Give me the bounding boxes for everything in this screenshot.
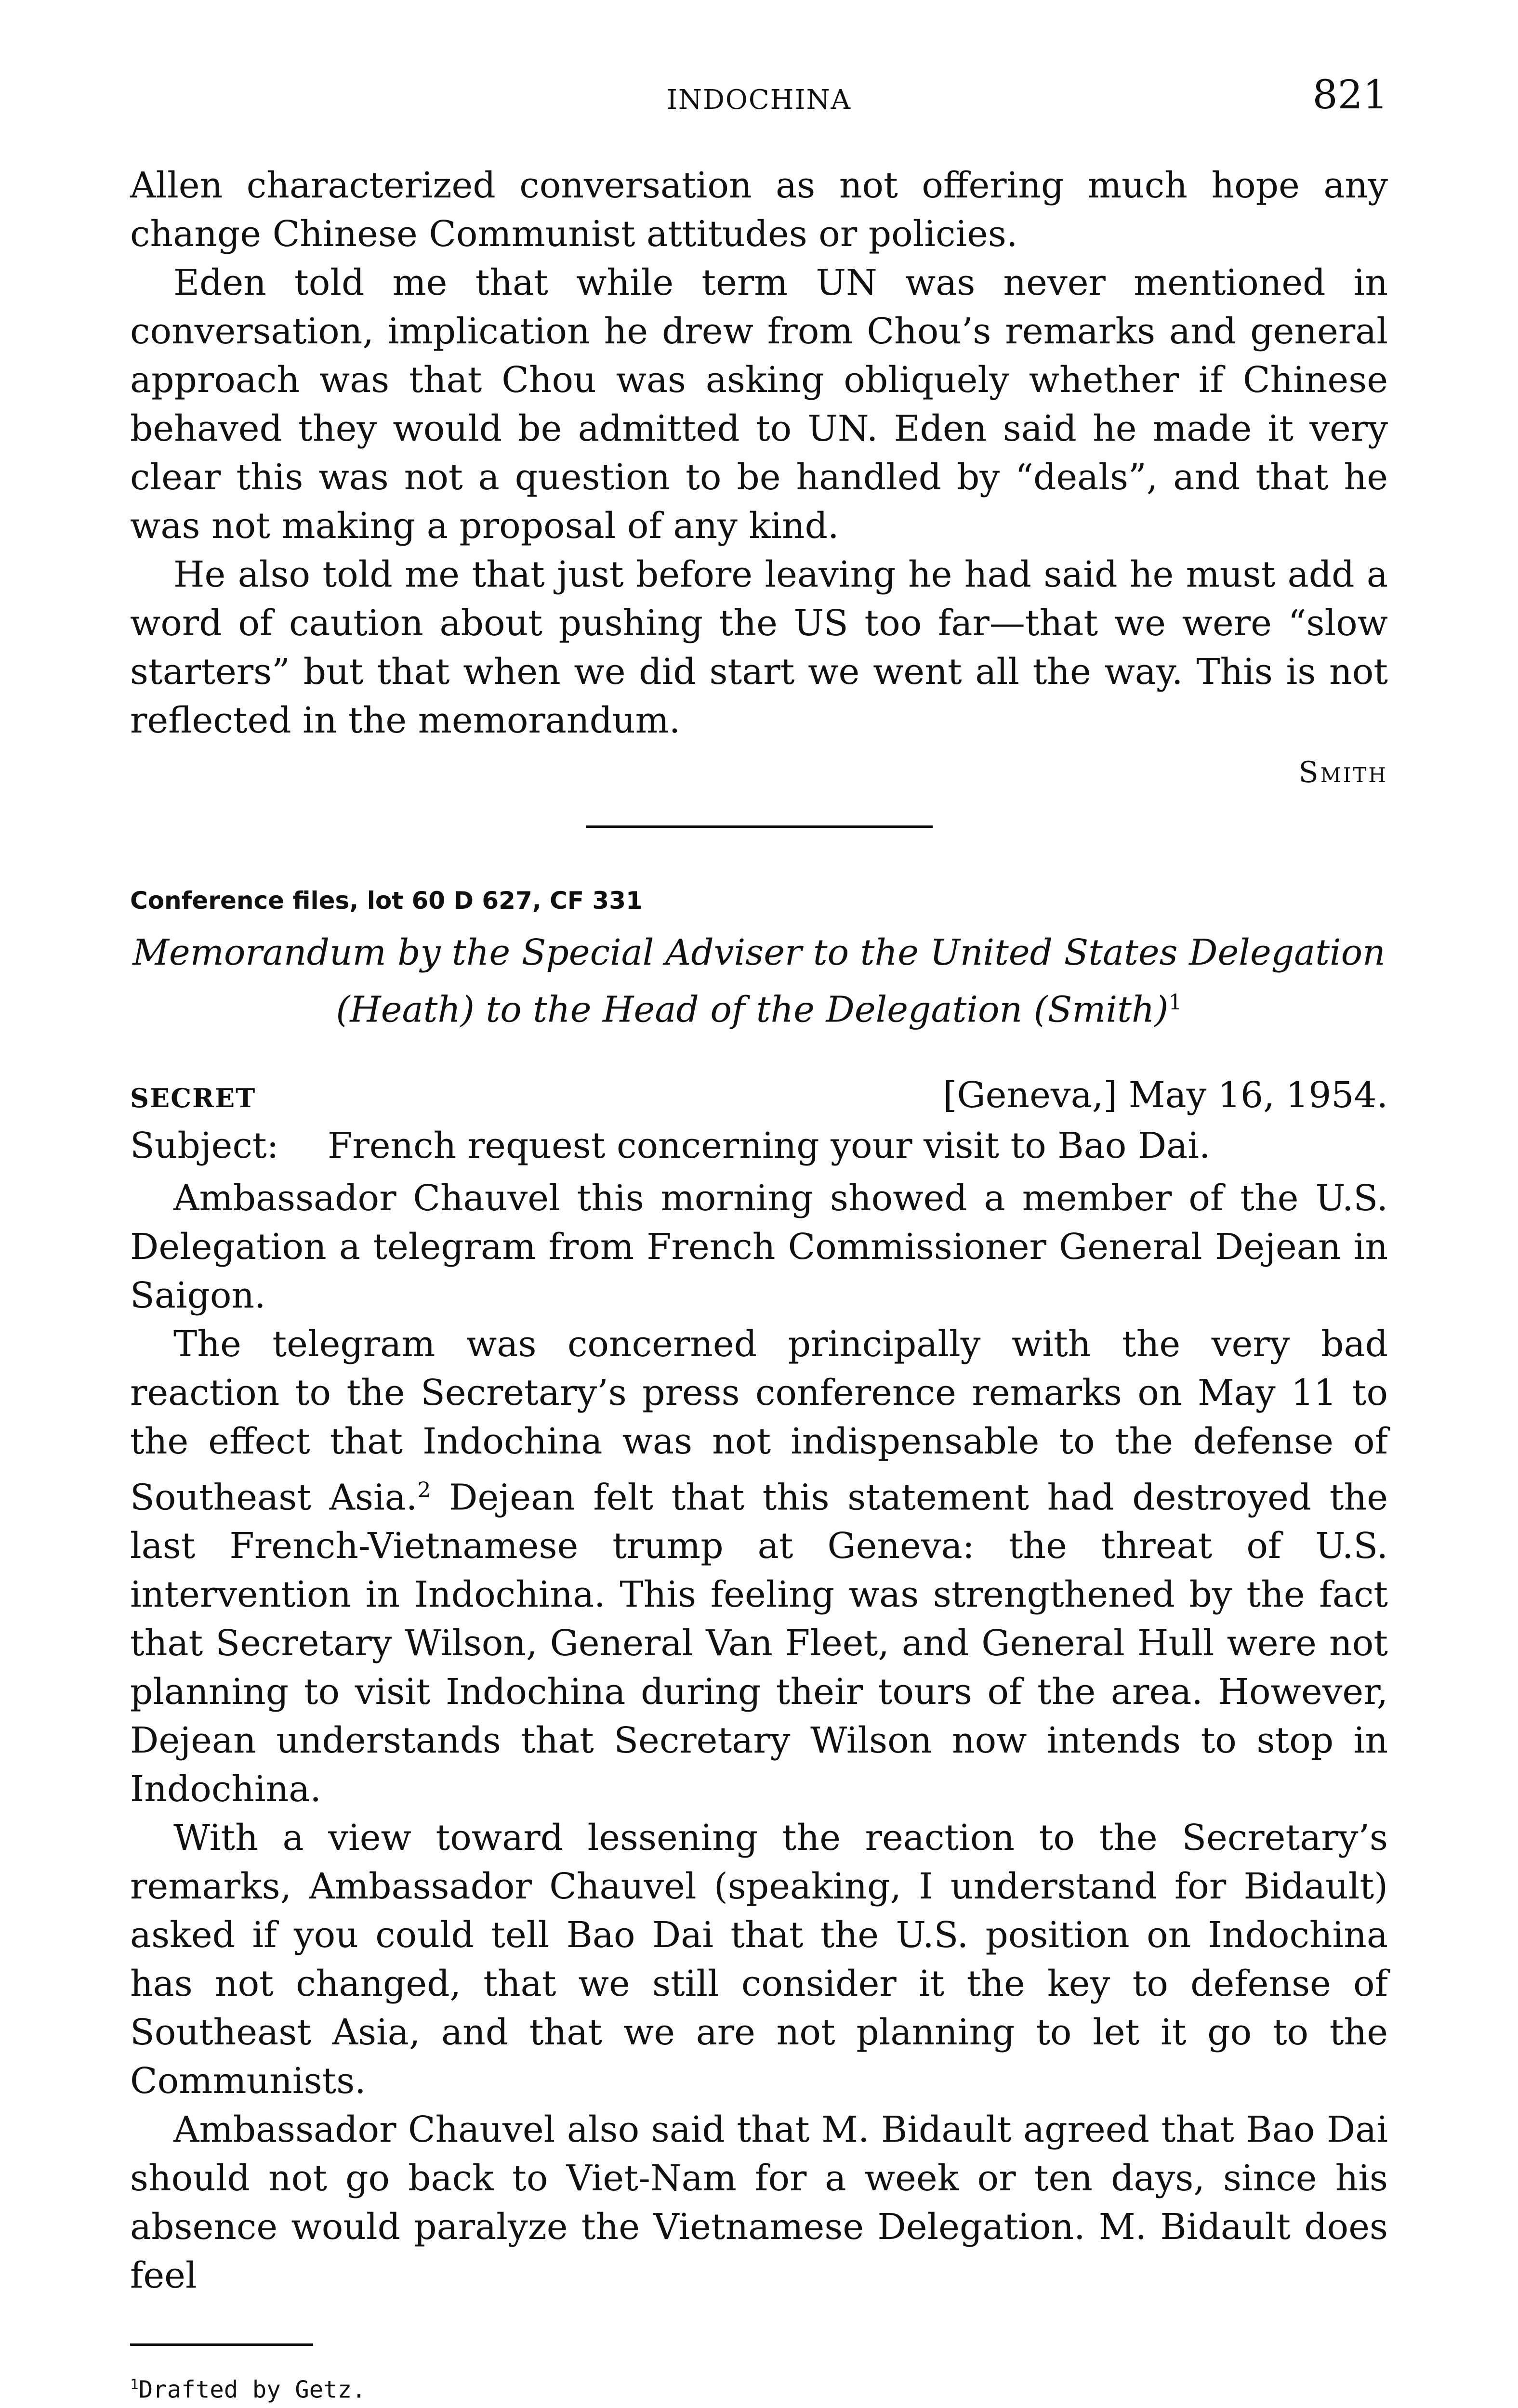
running-head: INDOCHINA (666, 84, 852, 116)
footnote-marker: 1 (1168, 990, 1182, 1015)
footnote-marker: 2 (417, 1478, 431, 1503)
document-title (130, 928, 1388, 1035)
subject-text: French request concerning your visit to Bao Dai. (328, 1125, 1211, 1166)
subject-label: Subject: (130, 1125, 279, 1166)
footnote-rule (130, 2343, 313, 2346)
footnotes (130, 2369, 1388, 2408)
body-text: Dejean felt that this statement had destroyed the last French-Vietnamese trump at Geneva: the threat of U.S. intervention in Indochina. This feeling was strengthened by the fact that Secretary Wilson, General Van Fleet, and General Hull were not planning to visit Indochina during their tours of the area. However, Dejean understands that Secretary Wilson now intends to stop in Indochina. (130, 1477, 1388, 1810)
footnote-text: Drafted by Getz. (138, 2376, 366, 2404)
body-paragraph: Eden told me that while term UN was never mentioned in conversation, implication he drew from Chou’s remarks and general approach was that Chou was asking obliquely whether if Chinese behaved they would be admitted to UN. Eden said he made it very clear this was not a question to be handled by “deals”, and that he was not making a proposal of any kind. (130, 262, 1388, 547)
file-reference: Conference files, lot 60 D 627, CF 331 (130, 887, 643, 915)
document-title-line: Memorandum by the Special Adviser to the United States Delegation (132, 932, 1386, 973)
body-paragraph: Ambassador Chauvel this morning showed a member of the U.S. Delegation a telegram from French Commissioner General Dejean in Saigon. (130, 1177, 1388, 1316)
page-header (130, 72, 1388, 135)
body-paragraph: Allen characterized conversation as not offering much hope any change Chinese Communist attitudes or policies. (130, 165, 1388, 255)
section-divider (586, 825, 933, 828)
document-title-text: (Heath) to the Head of the Delegation (Smith) (336, 989, 1169, 1031)
subject-line (130, 1122, 1388, 1170)
footnote (130, 2369, 1388, 2405)
page-number: 821 (1312, 72, 1388, 118)
document-title-line (130, 978, 1388, 1035)
body-paragraph: He also told me that just before leaving he had said he must add a word of caution about pushing the US too far—that we were “slow starters” but that when we did start we went all the way. This is not reflected in the memorandum. (130, 554, 1388, 741)
signature: Smith (1298, 756, 1388, 789)
body-paragraph: With a view toward lessening the reaction to the Secretary’s remarks, Ambassador Chauvel (speaking, I understand for Bidault) asked if you could tell Bao Dai that the U.S. position on Indochina has not changed, that we still consider it the key to defense of Southeast Asia, and that we are not planning to let it go to the Communists. (130, 1817, 1388, 2102)
body-paragraph: Ambassador Chauvel also said that M. Bidault agreed that Bao Dai should not go back to Viet-Nam for a week or ten days, since his absence would paralyze the Vietnamese Delegation. M. Bidault does feel (130, 2109, 1388, 2297)
footnote-marker: 1 (130, 2376, 139, 2393)
body-paragraph (130, 1320, 1388, 1814)
page-body (130, 161, 1388, 2408)
dateline (130, 1074, 1388, 1116)
classification: SECRET (130, 1082, 256, 1113)
date: [Geneva,] May 16, 1954. (943, 1074, 1388, 1116)
footnote (130, 2406, 1388, 2408)
body-text: The telegram was concerned principally with the very bad reaction to the Secretary’s press conference remarks on May 11 to the effect that Indochina was not indispensable to the defense of Southeast Asia. (130, 1323, 1388, 1518)
